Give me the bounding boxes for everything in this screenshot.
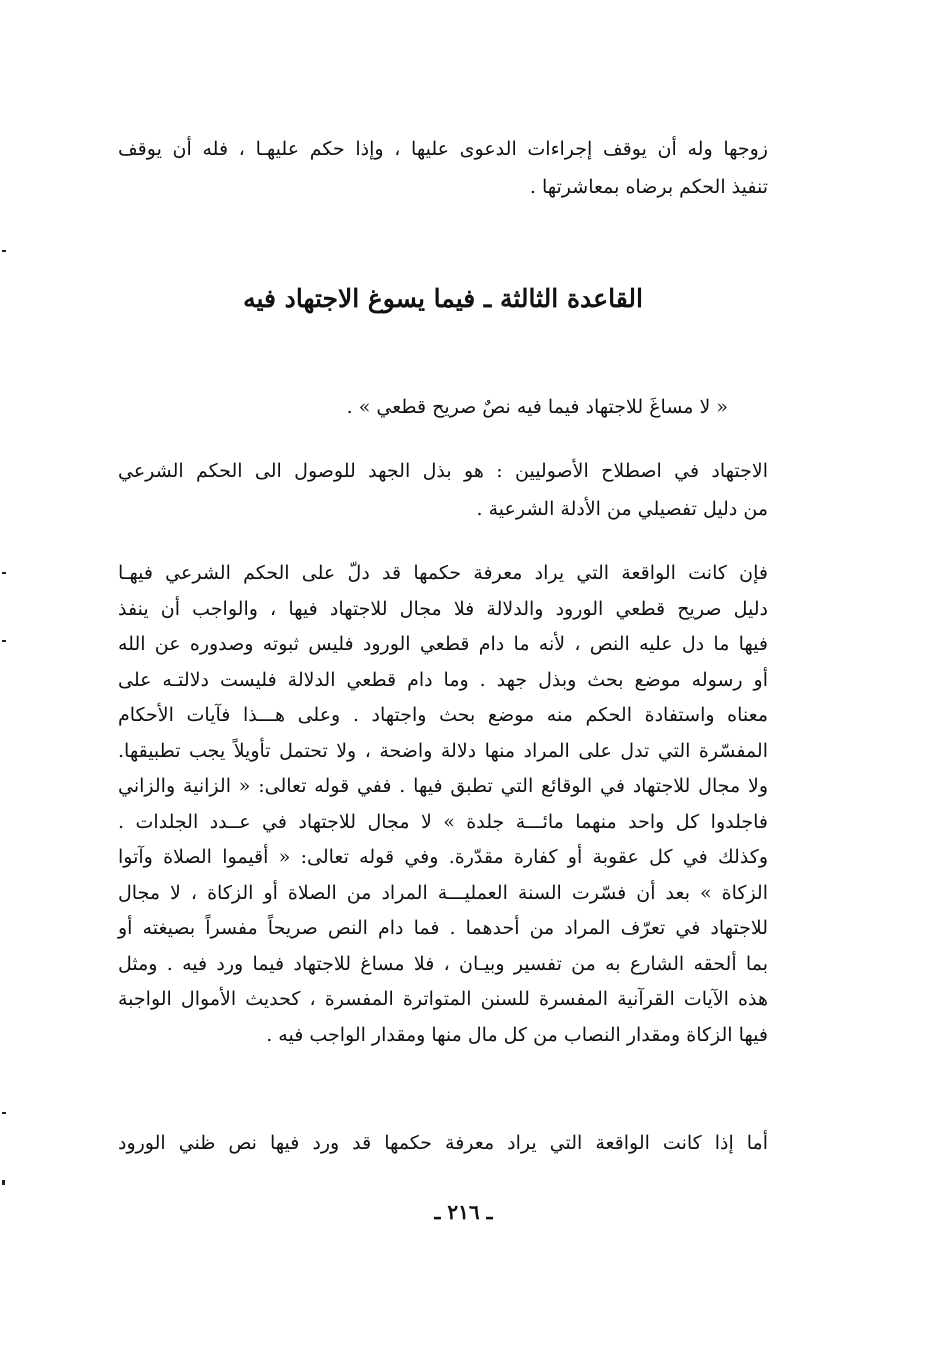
paragraph-line: بما ألحقه الشارع به من تفسير وبيـان ، فلا مساغ للاجتهاد فيما ورد فيه . ومثل: [118, 952, 768, 975]
main-paragraph: [118, 556, 768, 1053]
scan-mark: [2, 250, 6, 252]
scan-mark: [2, 640, 6, 642]
paragraph-line: الزكاة » بعد أن فسّرت السنة العمليـــة المراد من الصلاة أو الزكاة ، لا مجال: [118, 881, 768, 904]
paragraph-line: للاجتهاد في تعرّف المراد من أحدهما . فما دام النص صريحاً مفسراً بصيغته أو: [118, 917, 768, 939]
quote-line: « لا مساغَ للاجتهاد فيما فيه نصٌ صريح قطعي » .: [346, 396, 728, 418]
paragraph-line: فاجلدوا كل واحد منهما مائـــة جلدة » لا مجال للاجتهاد في عــدد الجلدات .: [118, 810, 768, 833]
paragraph-line: زوجها وله أن يوقف إجراءات الدعوى عليها ، وإذا حكم عليهـا ، فله أن يوقف: [118, 138, 768, 160]
rule-quote: [118, 388, 768, 426]
paragraph-line: أما إذا كانت الواقعة التي يراد معرفة حكمها قد ورد فيها نص ظني الورود: [118, 1132, 768, 1154]
paragraph-line: أو رسوله موضع بحث وبذل جهد . وما دام قطعي الدلالة فليست دلالتـه على: [118, 668, 768, 691]
paragraph-line: ولا مجال للاجتهاد في الوقائع التي تطبق فيها . ففي قوله تعالى: « الزانية والزاني: [118, 775, 768, 797]
definition-paragraph: [118, 452, 768, 528]
paragraph-line: الاجتهاد في اصطلاح الأصوليين : هو بذل الجهد للوصول الى الحكم الشرعي: [118, 460, 768, 482]
paragraph-line: تنفيذ الحكم برضاه بمعاشرتها .: [529, 176, 768, 198]
scan-mark: [2, 1180, 5, 1185]
paragraph-line: المفسّرة التي تدل على المراد منها دلالة واضحة ، ولا تحتمل تأويلاً يجب تطبيقها.: [118, 739, 768, 762]
paragraph-line: هذه الآيات القرآنية المفسرة للسنن المتواترة المفسرة ، كحديث الأموال الواجبة: [118, 988, 768, 1010]
paragraph-line: معناه واستفادة الحكم منه موضع بحث واجتهاد . وعلى هـــذا فآيات الأحكام: [118, 704, 768, 726]
paragraph-line: دليل صريح قطعي الورود والدلالة فلا مجال للاجتهاد فيها ، والواجب أن ينفذ: [118, 597, 768, 620]
paragraph-line: فإن كانت الواقعة التي يراد معرفة حكمها قد دلّ على الحكم الشرعي فيهـا: [118, 562, 768, 584]
page-number: ـ ٢١٦ ـ: [434, 1200, 493, 1224]
closing-paragraph: [118, 1124, 768, 1162]
paragraph-line: فيها ما دل عليه النص ، لأنه ما دام قطعي الورود فليس ثبوته وصدوره عن الله: [118, 633, 768, 655]
continuation-paragraph: [118, 130, 768, 206]
scan-mark: [2, 1112, 6, 1114]
section-heading: القاعدة الثالثة ـ فيما يسوغ الاجتهاد فيه: [243, 284, 643, 313]
paragraph-line: من دليل تفصيلي من الأدلة الشرعية .: [476, 498, 768, 520]
paragraph-line: وكذلك في كل عقوبة أو كفارة مقدّرة. وفي قوله تعالى: « أقيموا الصلاة وآتوا: [118, 846, 768, 868]
paragraph-line: فيها الزكاة ومقدار النصاب من كل مال منها ومقدار الواجب فيه .: [266, 1023, 768, 1046]
scan-mark: [2, 572, 6, 574]
